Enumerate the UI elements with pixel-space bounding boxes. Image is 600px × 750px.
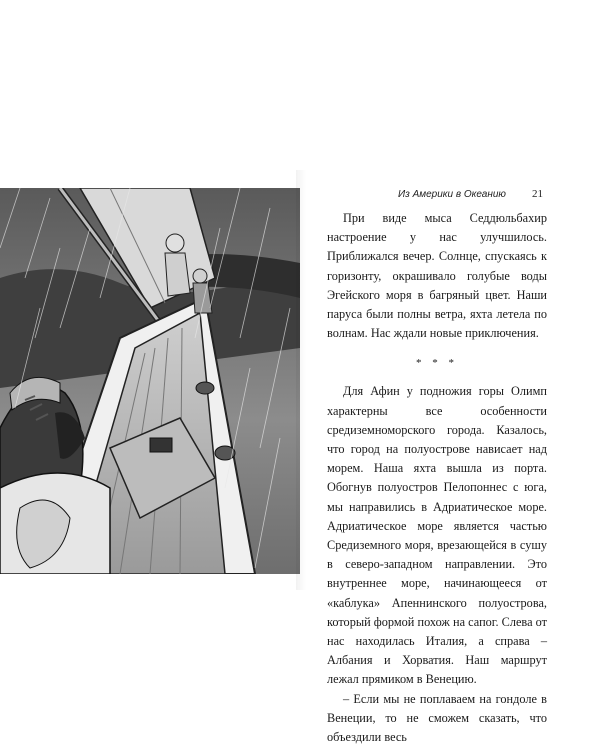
page-number: 21 bbox=[532, 188, 543, 200]
paragraph: Для Афин у подножия горы Олимп характерны все особенности средиземноморского города. Казалось, что город на полуострове нависает над морем. Наша яхта вышла из порта. Обогнув полуостров Пелопоннес с юга, мы направились в Адриатическое море. Адриатическое море является частью Средиземного моря, врезающейся в сушу в северо-западном направлении. Это внутреннее море, начинающееся от «каблука» Апеннинского полуострова, который формой похож на сапог. Слева от нас находилась Италия, а справа – Албания и Хорватия. Наш маршрут лежал прямиком в Венецию. bbox=[327, 384, 547, 687]
running-head: Из Америки в Океанию bbox=[398, 189, 506, 200]
page-gutter bbox=[296, 170, 306, 590]
body-text bbox=[327, 209, 547, 747]
paragraph: – Если мы не поплаваем на гондоле в Венеции, то не сможем сказать, что объездили весь bbox=[327, 691, 547, 745]
paragraph: При виде мыса Седдюльбахир настроение у нас улучшилось. Приближался вечер. Солнце, спускаясь к горизонту, окрашивало голубые воды Эгейского моря в багряный цвет. Наши паруса были полны ветра, яхта летела по волнам. Нас ждали новые приключения. bbox=[327, 211, 547, 341]
yacht-storm-illustration bbox=[0, 188, 300, 574]
illustration-drawing bbox=[0, 188, 300, 574]
section-separator: * * * bbox=[416, 357, 458, 370]
